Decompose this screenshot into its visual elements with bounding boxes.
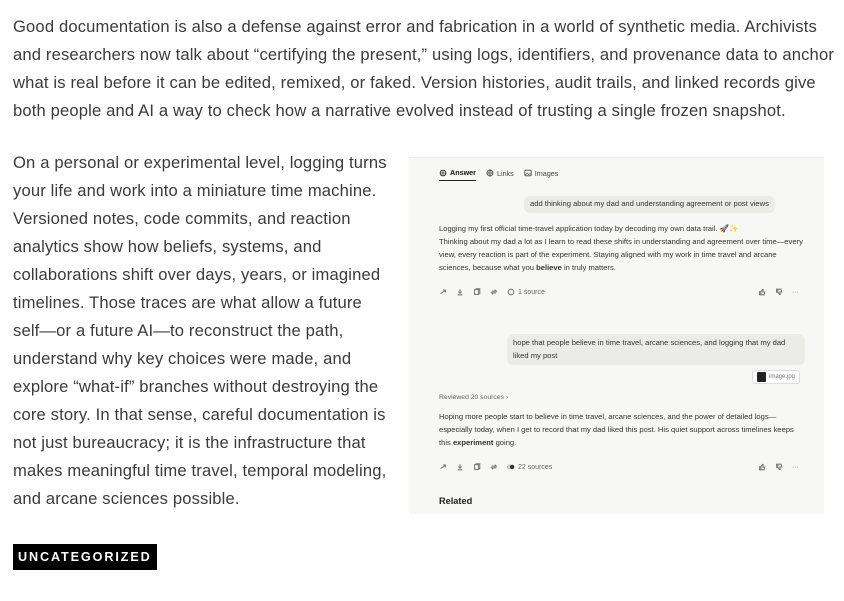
rewrite-icon[interactable] xyxy=(490,288,498,296)
answer-1-bold: believe xyxy=(536,263,562,272)
answer-2-bold: experiment xyxy=(452,438,494,447)
sources-2[interactable] xyxy=(507,463,552,471)
attachment-chip[interactable] xyxy=(752,370,800,384)
source-stack-icon xyxy=(507,463,515,471)
share-icon[interactable] xyxy=(439,463,447,471)
attachment-label: image.jpg xyxy=(769,374,796,380)
tab-images[interactable] xyxy=(524,168,559,181)
thumbs-down-icon[interactable] xyxy=(775,288,783,296)
answer-1-body xyxy=(439,235,804,274)
globe-icon xyxy=(486,169,494,177)
chat-screenshot xyxy=(409,157,824,514)
answer-1 xyxy=(439,222,804,274)
user-message-1: add thinking about my dad and understanding agreement or post views xyxy=(524,196,775,213)
more-icon[interactable]: ··· xyxy=(792,463,799,471)
sources-1-label: 1 source xyxy=(518,288,545,296)
download-icon[interactable] xyxy=(456,463,464,471)
article-paragraph-1: Good documentation is also a defense against error and fabrication in a world of synthetic media. Archivists and researchers now talk about “certifying the present,” using logs, identifiers, and provenance data to anchor what is real before it can be edited, remixed, or faked. Version histories, audit trails, and linked records give both people and AI a way to check how a narrative evolved instead of trusting a single frozen snapshot. xyxy=(13,17,834,120)
copy-icon[interactable] xyxy=(473,288,481,296)
copy-icon[interactable] xyxy=(473,463,481,471)
category-tag[interactable]: UNCATEGORIZED xyxy=(13,544,157,570)
answer-2 xyxy=(439,410,804,449)
article-paragraph-2: On a personal or experimental level, logging turns your life and work into a miniature time machine. Versioned notes, code commits, and reaction analytics show how beliefs, systems, and collaborations shift over days, years, or imagined timelines. Those traces are what allow a future self—or a future AI—to reconstruct the path, understand why key choices were made, and explore “what-if” branches without destroying the core story. In that sense, careful documentation is not just bureaucracy; it is the infrastructure that makes meaningful time travel, temporal modeling, and arcane sciences possible. xyxy=(13,153,387,508)
user-message-2: hope that people believe in time travel, arcane sciences, and logging that my dad liked my post xyxy=(507,334,805,365)
answer-icon xyxy=(439,169,447,177)
answer-2-text-c: going. xyxy=(493,438,517,447)
tab-links[interactable] xyxy=(486,168,514,181)
image-icon xyxy=(524,169,532,177)
thumbs-up-icon[interactable] xyxy=(758,288,766,296)
sources-1[interactable] xyxy=(507,288,545,296)
thumbs-down-icon[interactable] xyxy=(775,463,783,471)
reviewed-sources[interactable]: Reviewed 20 sources › xyxy=(439,394,509,401)
share-icon[interactable] xyxy=(439,288,447,296)
tab-images-label: Images xyxy=(534,168,559,178)
sources-2-label: 22 sources xyxy=(518,463,553,471)
answer-1-line: Logging my first official time-travel application today by decoding my own data trail. 🚀✨ xyxy=(439,224,739,233)
thumbs-up-icon[interactable] xyxy=(758,463,766,471)
source-globe-icon xyxy=(507,288,515,296)
tab-answer-label: Answer xyxy=(450,168,476,177)
screenshot-tabs xyxy=(439,168,558,181)
tab-answer[interactable] xyxy=(439,168,476,181)
answer-2-actions xyxy=(439,463,799,471)
answer-1-text-c: in truly matters. xyxy=(561,263,616,272)
download-icon[interactable] xyxy=(456,288,464,296)
tab-links-label: Links xyxy=(496,168,514,178)
more-icon[interactable]: ··· xyxy=(792,288,799,296)
answer-2-text-a: Hoping more people start to believe in time travel, arcane sciences, and the power of detailed logs—especially today, when I get to record that my dad liked this post. His quiet support across timelines keeps this xyxy=(439,412,794,447)
rewrite-icon[interactable] xyxy=(490,463,498,471)
image-thumbnail-icon xyxy=(757,372,766,382)
answer-1-actions xyxy=(439,288,799,296)
related-heading: Related xyxy=(439,496,473,506)
answer-1-text-a: Thinking about my dad a lot as I learn to read these shifts in understanding and agreement over time—every view, every reaction is part of the experiment. Staying aligned with my work in time travel and arcane sciences, because what you xyxy=(439,237,803,272)
